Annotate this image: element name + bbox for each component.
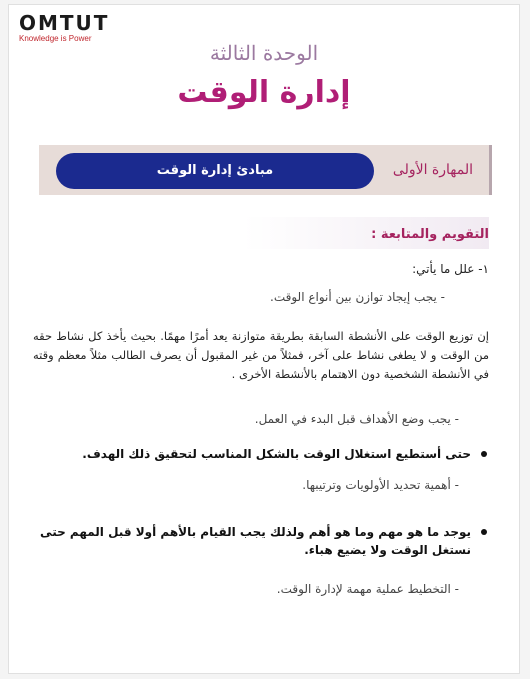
- brand-logo: [19, 13, 109, 44]
- bullet-dot: [481, 529, 487, 535]
- question-line: ١- علل ما يأتي:: [412, 262, 489, 276]
- answer-paragraph: إن توزيع الوقت على الأنشطة السابقة بطريقة متوازنة يعد أمرًا مهمًا. بحيث يأخذ كل نشاط حقه من الوقت و لا يطغى نشاط على آخر، فمثلاً من غير المقبول أن يصرف الطالب مثلاً معظم وقته في الأنشطة الشخصية دون الاهتمام بالأنشطة الأخرى .: [33, 329, 489, 381]
- unit-title: الوحدة الثالثة: [209, 41, 319, 65]
- document-page: [8, 4, 520, 674]
- topic-pill: مبادئ إدارة الوقت: [56, 153, 374, 189]
- answer-text: حتى أستطيع استغلال الوقت بالشكل المناسب لتحقيق ذلك الهدف.: [82, 447, 471, 461]
- answer-bullet: [33, 523, 489, 559]
- skill-banner: [39, 145, 492, 195]
- section-title: التقويم والمتابعة :: [371, 227, 489, 242]
- page-title: إدارة الوقت: [177, 75, 351, 110]
- answer-bullet: [33, 445, 489, 463]
- reason-item: - يجب وضع الأهداف قبل البدء في العمل.: [254, 412, 459, 426]
- reason-item: - أهمية تحديد الأولويات وترتيبها.: [302, 478, 459, 492]
- logo-wordmark: OMTUT: [19, 11, 110, 35]
- bullet-dot: [481, 451, 487, 457]
- logo-tagline: Knowledge is Power: [19, 34, 92, 43]
- evaluation-section: [33, 227, 489, 596]
- reason-item: - التخطيط عملية مهمة لإدارة الوقت.: [276, 582, 459, 596]
- answer-text: يوجد ما هو مهم وما هو أهم ولذلك يجب القيام بالأهم أولا قبل المهم حتى نستغل الوقت ولا يضيع هباء.: [40, 525, 471, 557]
- reason-item: - يجب إيجاد توازن بين أنواع الوقت.: [270, 290, 445, 304]
- skill-label: المهارة الأولى: [392, 162, 473, 178]
